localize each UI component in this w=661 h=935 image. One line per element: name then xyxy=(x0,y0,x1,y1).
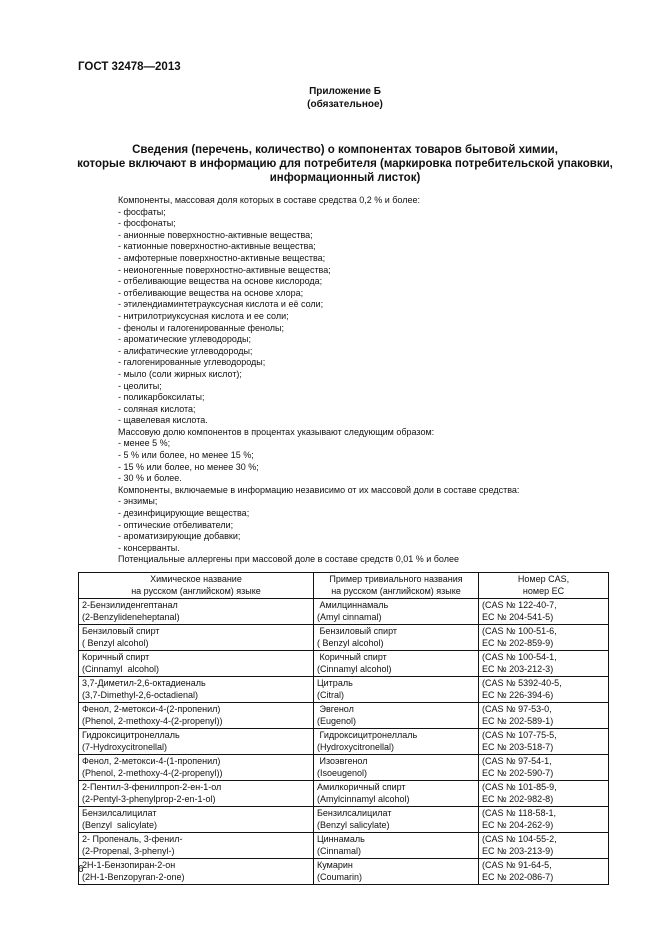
cell-line: 3,7-Диметил-2,6-октадиеналь xyxy=(82,678,206,688)
cell-line: (CAS № 100-51-6, xyxy=(482,626,557,636)
cell-line: (Cinnamyl alcohol) xyxy=(317,663,392,674)
list-item: - фосфаты; xyxy=(118,206,166,217)
cell-line: Коричный спирт xyxy=(82,652,150,662)
list-item: - фосфонаты; xyxy=(118,218,176,229)
section-title xyxy=(60,143,630,185)
list-item: - амфотерные поверхностно-активные вещества; xyxy=(118,252,326,263)
table-row xyxy=(79,651,609,677)
cell-line: ЕС № 202-589-1) xyxy=(482,715,554,726)
cell-line: ЕС № 203-212-3) xyxy=(482,663,554,674)
table-row xyxy=(79,729,609,755)
list-item: Массовую долю компонентов в процентах указывают следующим образом: xyxy=(118,426,435,437)
cell-line: 2- Пропеналь, 3-фенил- xyxy=(82,834,183,844)
table-cell xyxy=(479,833,609,859)
title-line: информационный листок) xyxy=(269,172,421,184)
cell-line: (Amyl cinnamal) xyxy=(317,611,382,622)
list-item: - менее 5 %; xyxy=(118,438,171,449)
cell-line: 2-Бензилиденгептанал xyxy=(82,600,178,610)
table-cell xyxy=(314,677,479,703)
cell-line: (CAS № 91-64-5, xyxy=(482,860,552,870)
cell-line: (Isoeugenol) xyxy=(317,767,368,778)
cell-line: Эвгенол xyxy=(317,704,354,714)
cell-line: Бензилсалицилат xyxy=(317,808,392,818)
list-item: - щавелевая кислота. xyxy=(118,415,208,426)
cell-line: (CAS № 107-75-5, xyxy=(482,730,557,740)
list-item: - ароматические углеводороды; xyxy=(118,334,251,345)
cell-line: Кумарин xyxy=(317,860,353,870)
cell-line: (CAS № 118-58-1, xyxy=(482,808,557,818)
cell-line: (Citral) xyxy=(317,689,344,700)
list-item: - энзимы; xyxy=(118,496,158,507)
list-item: Компоненты, включаемые в информацию независимо от их массовой доли в составе средства: xyxy=(118,484,520,495)
cell-line: Амилциннамаль xyxy=(317,600,389,610)
table-row xyxy=(79,599,609,625)
cell-line: (Benzyl salicylate) xyxy=(317,819,390,830)
list-item: - соляная кислота; xyxy=(118,403,196,414)
table-cell xyxy=(479,599,609,625)
table-cell xyxy=(479,755,609,781)
cell-line: Гидроксицитронеллаль xyxy=(82,730,180,740)
cell-line: (2-Propenal, 3-phenyl-) xyxy=(82,845,175,856)
list-item: - галогенированные углеводороды; xyxy=(118,357,266,368)
table-cell xyxy=(314,859,479,885)
list-item: Компоненты, массовая доля которых в составе средства 0,2 % и более: xyxy=(118,195,420,205)
cell-line: (Cinnamyl alcohol) xyxy=(82,663,160,674)
allergen-table xyxy=(78,572,609,885)
table-row xyxy=(79,677,609,703)
cell-line: Бензиловый спирт xyxy=(317,626,398,636)
list-item: - оптические отбеливатели; xyxy=(118,519,234,530)
list-item: - отбеливающие вещества на основе хлора; xyxy=(118,287,304,298)
page-number: 6 xyxy=(78,864,84,875)
standard-header: ГОСТ 32478—2013 xyxy=(78,61,181,73)
table-cell xyxy=(79,599,314,625)
title-line: Сведения (перечень, количество) о компонентах товаров бытовой химии, xyxy=(132,144,558,156)
list-item: - поликарбоксилаты; xyxy=(118,392,205,403)
table-cell xyxy=(479,651,609,677)
column-header xyxy=(314,573,479,599)
cell-line: (2-Benzylideneheptanal) xyxy=(82,611,180,622)
list-item: - 5 % или более, но менее 15 %; xyxy=(118,450,254,461)
table-row xyxy=(79,859,609,885)
list-item: - нитрилотриуксусная кислота и ее соли; xyxy=(118,310,289,321)
list-item: Потенциальные аллергены при массовой доле в составе средств 0,01 % и более xyxy=(118,554,459,565)
cell-line: (CAS № 122-40-7, xyxy=(482,600,557,610)
header-line: на русском (английском) языке xyxy=(131,585,261,596)
list-item: - отбеливающие вещества на основе кислорода; xyxy=(118,276,323,287)
table-cell xyxy=(79,781,314,807)
table-cell xyxy=(479,677,609,703)
list-item: - мыло (соли жирных кислот); xyxy=(118,368,242,379)
table-row xyxy=(79,703,609,729)
table-cell xyxy=(79,755,314,781)
cell-line: ЕС № 203-213-9) xyxy=(482,845,554,856)
annex-status: (обязательное) xyxy=(307,99,383,110)
cell-line: Фенол, 2-метокси-4-(2-пропенил) xyxy=(82,704,221,714)
table-cell xyxy=(79,625,314,651)
table-cell xyxy=(314,755,479,781)
annex-title: Приложение Б xyxy=(309,86,381,97)
cell-line: (Coumarin) xyxy=(317,871,363,882)
table-cell xyxy=(79,807,314,833)
table-cell xyxy=(79,729,314,755)
cell-line: Бензилсалицилат xyxy=(82,808,157,818)
cell-line: (CAS № 104-55-2, xyxy=(482,834,557,844)
cell-line: (Amylcinnamyl alcohol) xyxy=(317,793,410,804)
list-item: - этилендиаминтетрауксусная кислота и её соли; xyxy=(118,299,324,310)
table-cell xyxy=(479,807,609,833)
cell-line: ( Benzyl alcohol) xyxy=(317,637,384,648)
cell-line: ЕС № 226-394-6) xyxy=(482,689,554,700)
table-row xyxy=(79,807,609,833)
list-item: - цеолиты; xyxy=(118,380,162,391)
cell-line: (2-Pentyl-3-phenylprop-2-en-1-ol) xyxy=(82,793,216,804)
cell-line: Бензиловый спирт xyxy=(82,626,160,636)
table-cell xyxy=(479,625,609,651)
header-line: номер ЕС xyxy=(522,585,565,596)
cell-line: (7-Hydroxycitronellal) xyxy=(82,741,168,752)
list-item: - 30 % и более. xyxy=(118,473,182,484)
table-row xyxy=(79,625,609,651)
cell-line: (CAS № 97-54-1, xyxy=(482,756,552,766)
cell-line: ( Benzyl alcohol) xyxy=(82,637,149,648)
title-line: которые включают в информацию для потребителя (маркировка потребительской упаковки, xyxy=(77,158,613,170)
cell-line: Фенол, 2-метокси-4-(1-пропенил) xyxy=(82,756,221,766)
table-cell xyxy=(79,677,314,703)
cell-line: (2H-1-Benzopyran-2-one) xyxy=(82,871,185,882)
list-item: - неионогенные поверхностно-активные вещества; xyxy=(118,264,331,275)
cell-line: ЕС № 202-590-7) xyxy=(482,767,554,778)
cell-line: (CAS № 100-54-1, xyxy=(482,652,557,662)
list-item: - ароматизирующие добавки; xyxy=(118,531,241,542)
table-cell xyxy=(314,833,479,859)
cell-line: Гидроксицитронеллаль xyxy=(317,730,418,740)
cell-line: ЕС № 202-859-9) xyxy=(482,637,554,648)
column-header xyxy=(79,573,314,599)
table-cell xyxy=(479,859,609,885)
list-item: - фенолы и галогенированные фенолы; xyxy=(118,322,284,333)
table-header-row xyxy=(79,573,609,599)
cell-line: 2-Пентил-3-фенилпроп-2-ен-1-ол xyxy=(82,782,222,792)
cell-line: (Phenol, 2-methoxy-4-(2-propenyl)) xyxy=(82,715,223,726)
cell-line: (Eugenol) xyxy=(317,715,357,726)
cell-line: (CAS № 97-53-0, xyxy=(482,704,552,714)
table-cell xyxy=(314,651,479,677)
table-cell xyxy=(479,729,609,755)
table-cell xyxy=(79,833,314,859)
cell-line: (Hydroxycitronellal) xyxy=(317,741,395,752)
annex-heading xyxy=(60,85,630,111)
table-cell xyxy=(314,599,479,625)
cell-line: ЕС № 202-982-8) xyxy=(482,793,554,804)
header-line: Номер CAS, xyxy=(517,574,570,584)
cell-line: ЕС № 204-262-9) xyxy=(482,819,554,830)
cell-line: (3,7-Dimethyl-2,6-octadienal) xyxy=(82,689,199,700)
table-cell xyxy=(79,651,314,677)
cell-line: 2Н-1-Бензопиран-2-он xyxy=(82,860,176,870)
table-cell xyxy=(479,703,609,729)
column-header xyxy=(479,573,609,599)
table-cell xyxy=(314,729,479,755)
list-item: - дезинфицирующие вещества; xyxy=(118,508,250,519)
cell-line: Изоэвгенол xyxy=(317,756,368,766)
list-item: - анионные поверхностно-активные вещества; xyxy=(118,229,313,240)
table-row xyxy=(79,755,609,781)
header-line: на русском (английском) языке xyxy=(331,585,461,596)
cell-line: (Benzyl salicylate) xyxy=(82,819,158,830)
cell-line: ЕС № 202-086-7) xyxy=(482,871,554,882)
table-cell xyxy=(479,781,609,807)
table-cell xyxy=(79,859,314,885)
table-row xyxy=(79,833,609,859)
cell-line: (Phenol, 2-methoxy-4-(2-propenyl)) xyxy=(82,767,223,778)
cell-line: Коричный спирт xyxy=(317,652,387,662)
header-line: Пример тривиального названия xyxy=(329,574,463,584)
cell-line: Цитраль xyxy=(317,678,353,688)
component-list xyxy=(118,195,519,566)
cell-line: Амилкоричный спирт xyxy=(317,782,406,792)
table-cell xyxy=(314,781,479,807)
cell-line: ЕС № 203-518-7) xyxy=(482,741,554,752)
list-item: - консерванты. xyxy=(118,542,180,553)
list-item: - алифатические углеводороды; xyxy=(118,345,253,356)
cell-line: (CAS № 5392-40-5, xyxy=(482,678,562,688)
table-cell xyxy=(314,625,479,651)
table-row xyxy=(79,781,609,807)
cell-line: (Cinnamal) xyxy=(317,845,362,856)
cell-line: (CAS № 101-85-9, xyxy=(482,782,557,792)
list-item: - 15 % или более, но менее 30 %; xyxy=(118,461,259,472)
table-cell xyxy=(314,703,479,729)
cell-line: ЕС № 204-541-5) xyxy=(482,611,554,622)
cell-line: Циннамаль xyxy=(317,834,365,844)
table-cell xyxy=(314,807,479,833)
list-item: - катионные поверхностно-активные вещества; xyxy=(118,241,316,252)
header-line: Химическое название xyxy=(150,574,242,584)
table-cell xyxy=(79,703,314,729)
